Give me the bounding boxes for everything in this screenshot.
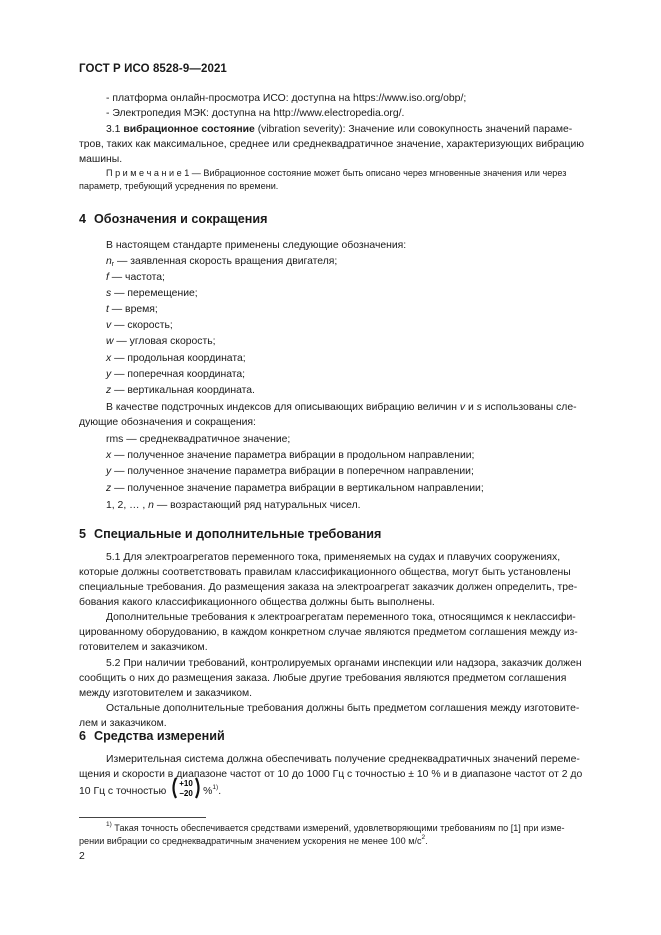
series-text: — возрастающий ряд натуральных чисел.	[153, 500, 361, 511]
symbol: f	[106, 272, 109, 283]
note-label: П р и м е ч а н и е 1	[106, 168, 190, 178]
tolerance-plus: +10	[179, 779, 193, 788]
symbol-description: — угловая скорость;	[113, 336, 216, 347]
section-title: Средства измерений	[94, 729, 225, 743]
section-5-heading	[79, 527, 381, 541]
subscripts-intro-line-1	[106, 400, 577, 415]
section-title: Обозначения и сокращения	[94, 212, 268, 226]
s5-p2-line-2: цированному оборудованию, в каждом конкретном случае являются предметом соглашения между из-	[79, 627, 578, 638]
definition-text: Значение или совокупность значений параме-	[348, 124, 573, 135]
index-description: — полученное значение параметра вибрации в вертикальном направлении;	[111, 483, 484, 494]
symbol: w	[106, 336, 114, 347]
symbol: y	[106, 369, 112, 380]
page-number: 2	[79, 851, 85, 862]
s5-p1-line-4: бования какого классификационного общества должны быть выполнены.	[79, 597, 435, 608]
definition-number: 3.1	[106, 124, 121, 135]
index-row	[106, 448, 474, 463]
section-number: 4	[79, 212, 87, 226]
footnote-reference[interactable]: 1)	[212, 783, 219, 791]
index-description: — полученное значение параметра вибрации в поперечном направлении;	[111, 466, 474, 477]
tolerance-minus: −20	[179, 789, 193, 798]
section-title: Специальные и дополнительные требования	[94, 527, 382, 541]
conjunction: и	[465, 402, 477, 413]
symbol: v	[106, 320, 112, 331]
symbol-description: — поперечная координата;	[111, 369, 246, 380]
s6-p1-line-3	[79, 779, 222, 800]
symbol-description: — заявленная скорость вращения двигателя;	[114, 256, 338, 267]
accuracy-text: 10 Гц с точностью	[79, 785, 167, 797]
symbol-row	[106, 367, 245, 382]
symbol-n: n	[148, 500, 154, 511]
subscripts-intro-tail: использованы сле-	[481, 402, 577, 413]
symbol: s	[106, 288, 112, 299]
s5-p2-line-3: готовителем и заказчиком.	[79, 642, 208, 653]
s6-p1-line-1: Измерительная система должна обеспечивать получение среднеквадратичных значений переме-	[106, 754, 580, 765]
index-description: — полученное значение параметра вибрации в продольном направлении;	[111, 450, 475, 461]
symbol-v: v	[459, 402, 466, 413]
section-4-heading	[79, 212, 267, 226]
index-symbol: x	[106, 450, 112, 461]
s5-p3-line-1: 5.2 При наличии требований, контролируемых органами инспекции или надзора, заказчик должен	[106, 658, 582, 669]
section-number: 6	[79, 729, 87, 743]
symbol-row	[106, 383, 255, 398]
index-row	[106, 464, 474, 479]
footnote-text: Такая точность обеспечивается средствами измерений, удовлетворяющими требованиям по [1] при изме-	[111, 823, 565, 833]
symbols-intro: В настоящем стандарте применены следующие обозначения:	[106, 240, 407, 251]
definition-term-en: (vibration severity):	[257, 124, 346, 135]
s5-p3-line-3: между изготовителем и заказчиком.	[79, 688, 253, 699]
subscripts-intro-line-2: дующие обозначения и сокращения:	[79, 417, 256, 428]
footnote-divider	[79, 817, 206, 818]
symbol-row	[106, 351, 246, 366]
footnote-line-1	[106, 822, 565, 835]
footnote-mark: 1)	[106, 821, 112, 828]
percent-sign: %	[203, 785, 213, 797]
footnote-text-2: рении вибрации со среднеквадратичным значением ускорения не менее 100 м/с	[79, 836, 422, 846]
s5-p1-line-1: 5.1 Для электроагрегатов переменного тока, применяемых на судах и плавучих сооружениях,	[106, 552, 561, 563]
natural-series	[106, 498, 361, 513]
symbol-description: — вертикальная координата.	[111, 385, 255, 396]
symbol: n	[106, 256, 112, 267]
rms-definition: rms — среднеквадратичное значение;	[106, 434, 291, 445]
s5-p4-line-2: лем и заказчиком.	[79, 718, 167, 729]
index-symbol: z	[106, 483, 112, 494]
bullet-iso-obp: - платформа онлайн-просмотра ИСО: доступна на https://www.iso.org/obp/;	[106, 93, 467, 104]
footnote-superscript: 2	[421, 834, 426, 841]
section-number: 5	[79, 527, 87, 541]
s5-p4-line-1: Остальные дополнительные требования должны быть предметом соглашения между изготовите-	[106, 703, 580, 714]
s5-p1-line-3: специальные требования. До размещения заказа на электроагрегат заказчик должен определить, тре-	[79, 582, 578, 593]
document-header: ГОСТ Р ИСО 8528-9—2021	[79, 63, 227, 75]
s5-p1-line-2: которые должны соответствовать правилам классификационного общества, могут быть установлены	[79, 567, 571, 578]
bullet-electropedia: - Электропедия МЭК: доступна на http://www.electropedia.org/.	[106, 108, 405, 119]
index-symbol: y	[106, 466, 112, 477]
left-paren-icon	[174, 778, 177, 798]
period: .	[218, 785, 222, 797]
series-start: 1, 2, … ,	[106, 500, 149, 511]
symbol-row	[106, 286, 198, 301]
symbol: x	[106, 353, 112, 364]
definition-line-2: тров, таких как максимальное, среднее или среднеквадратичное значение, характеризующих вибрацию	[79, 139, 585, 150]
definition-line-1	[106, 122, 572, 137]
symbol-row	[106, 302, 158, 317]
symbol-row	[106, 318, 173, 333]
footnote-line-2	[79, 835, 428, 848]
symbol-row	[106, 334, 216, 349]
symbol-description: — перемещение;	[111, 288, 198, 299]
note-line-2: параметр, требующий усреднения по времени.	[79, 181, 279, 191]
symbol-description: — продольная координата;	[111, 353, 246, 364]
s6-p1-line-2: щения и скорости в диапазоне частот от 10 до 1000 Гц с точностью ± 10 % и в диапазоне частот от 2 до	[79, 769, 583, 780]
symbol-s: s	[476, 402, 482, 413]
symbol: z	[106, 385, 112, 396]
s5-p2-line-1: Дополнительные требования к электроагрегатам переменного тока, относящимся к неклассифи-	[106, 612, 576, 623]
symbol-description: — частота;	[108, 272, 165, 283]
definition-term: вибрационное состояние	[123, 124, 255, 135]
note-text: — Вибрационное состояние может быть описано через мгновенные значения или через	[191, 168, 567, 178]
note-line-1	[106, 167, 566, 180]
right-paren-icon	[196, 778, 199, 798]
symbol-row	[106, 270, 165, 285]
subscripts-intro-text: В качестве подстрочных индексов для описывающих вибрацию величин	[106, 402, 460, 413]
tolerance-formula	[170, 776, 202, 800]
symbol-description: — время;	[108, 304, 158, 315]
s5-p3-line-2: сообщить о них до размещения заказа. Любые другие требования являются предметом соглашения	[79, 673, 567, 684]
definition-line-3: машины.	[79, 154, 123, 165]
footnote-period: .	[425, 836, 428, 846]
symbol-subscript: r	[111, 261, 115, 268]
symbol-description: — скорость;	[111, 320, 173, 331]
index-row	[106, 481, 484, 496]
section-6-heading	[79, 729, 225, 743]
symbol: t	[106, 304, 109, 315]
